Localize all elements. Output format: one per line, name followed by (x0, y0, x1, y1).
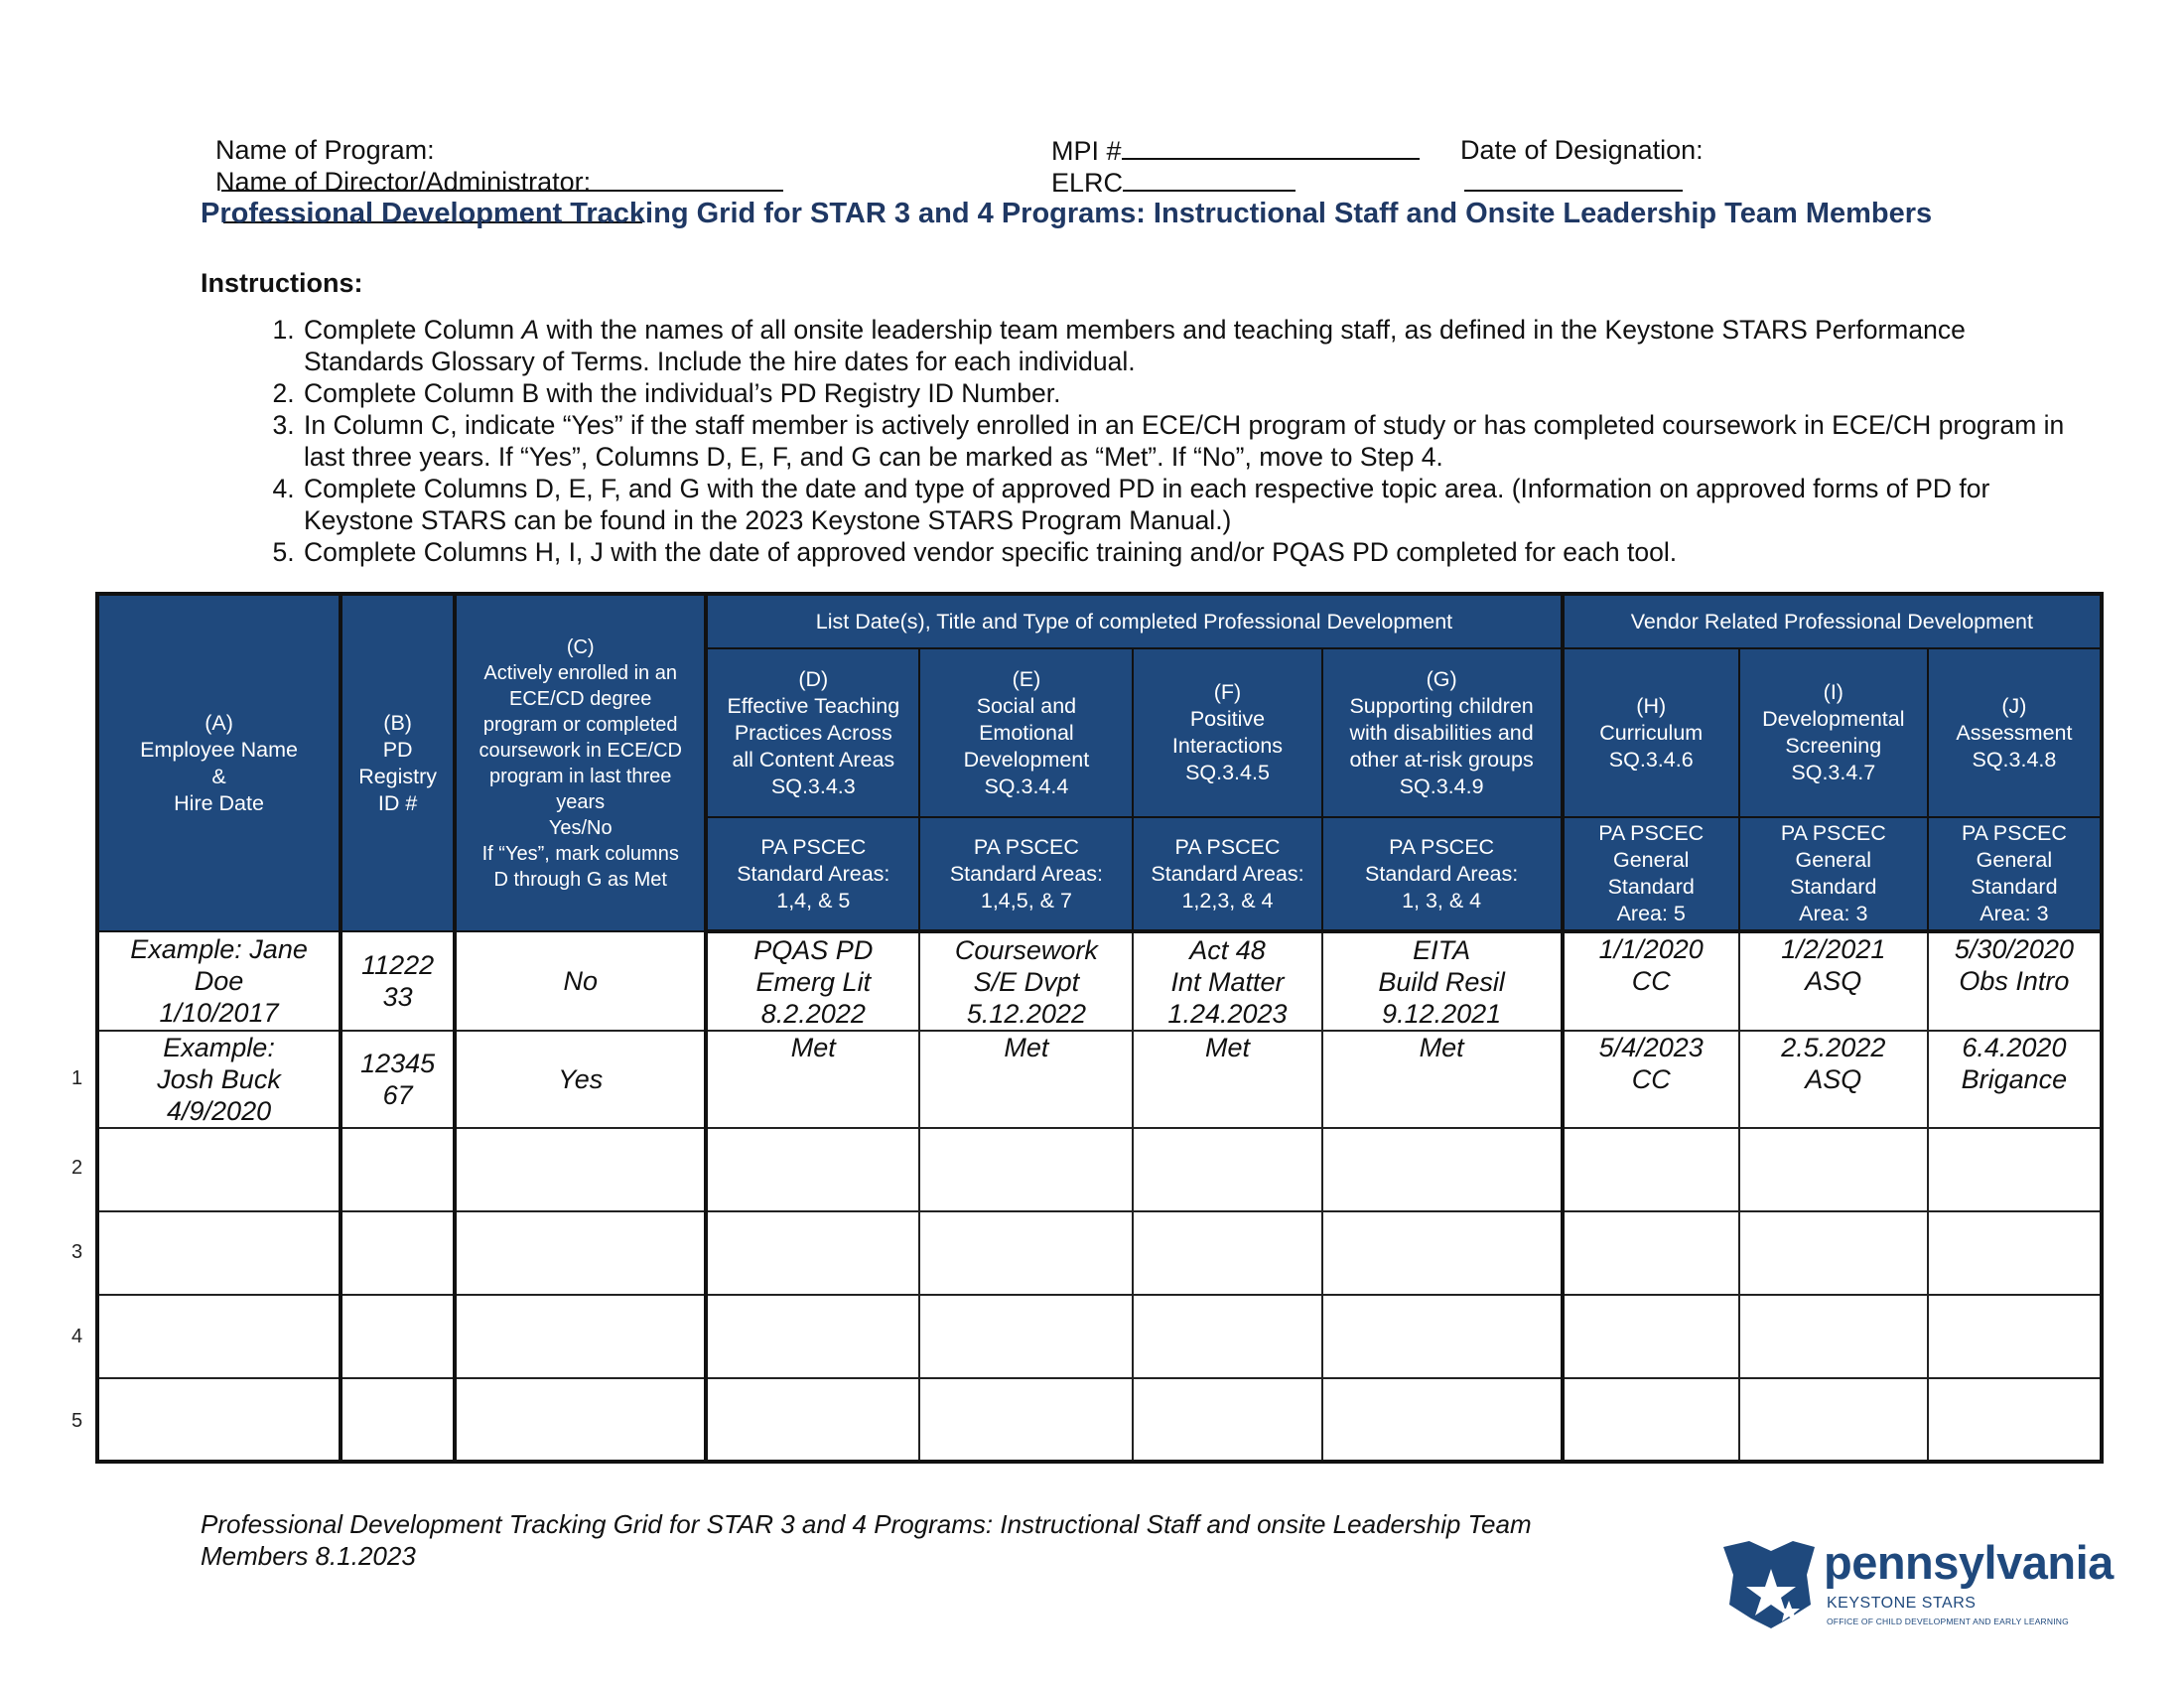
row-number: 1 (71, 1067, 83, 1089)
cell-enrolled[interactable]: Yes (455, 1031, 706, 1128)
cell-col-j[interactable]: 5/30/2020 Obs Intro (1928, 931, 2102, 1031)
cell-col-i[interactable] (1739, 1378, 1928, 1462)
standards-col-d: PA PSCEC Standard Areas: 1,4, & 5 (706, 817, 919, 931)
table-row (97, 1128, 2102, 1211)
header-group-pd: List Date(s), Title and Type of completed Professional Development (706, 594, 1562, 648)
cell-col-h[interactable] (1563, 1211, 1739, 1295)
cell-col-g[interactable] (1322, 1295, 1563, 1378)
cell-col-e[interactable] (919, 1378, 1133, 1462)
cell-enrolled[interactable] (455, 1211, 706, 1295)
cell-registry-id[interactable] (341, 1211, 455, 1295)
standards-col-e: PA PSCEC Standard Areas: 1,4,5, & 7 (919, 817, 1133, 931)
header-col-c: (C) Actively enrolled in an ECE/CD degree program or completed coursework in ECE/CD program in last three years Yes/No If “Yes”, mark columns D through G as Met (455, 594, 706, 931)
cell-registry-id[interactable]: 11222 33 (341, 931, 455, 1031)
cell-col-i[interactable] (1739, 1128, 1928, 1211)
cell-col-h[interactable] (1563, 1128, 1739, 1211)
standards-col-f: PA PSCEC Standard Areas: 1,2,3, & 4 (1133, 817, 1321, 931)
tracking-grid (95, 592, 2104, 1464)
standards-col-i: PA PSCEC General Standard Area: 3 (1739, 817, 1928, 931)
cell-col-j[interactable] (1928, 1295, 2102, 1378)
table-row-example-1 (97, 931, 2102, 1031)
standards-col-h: PA PSCEC General Standard Area: 5 (1563, 817, 1739, 931)
cell-col-j[interactable] (1928, 1378, 2102, 1462)
cell-col-g[interactable] (1322, 1128, 1563, 1211)
cell-col-f[interactable] (1133, 1295, 1321, 1378)
cell-col-g[interactable] (1322, 1378, 1563, 1462)
header-col-j: (J) Assessment SQ.3.4.8 (1928, 648, 2102, 817)
row-number: 4 (71, 1326, 83, 1347)
cell-col-d[interactable] (706, 1295, 919, 1378)
header-col-h: (H) Curriculum SQ.3.4.6 (1563, 648, 1739, 817)
standards-col-g: PA PSCEC Standard Areas: 1, 3, & 4 (1322, 817, 1563, 931)
instruction-step-2: 2. Complete Column B with the individual’s PD Registry ID Number. (302, 377, 2089, 409)
cell-col-i[interactable]: 1/2/2021 ASQ (1739, 931, 1928, 1031)
cell-col-j[interactable] (1928, 1211, 2102, 1295)
elrc-field (1036, 134, 1296, 199)
cell-col-f[interactable] (1133, 1128, 1321, 1211)
row-number: 5 (71, 1410, 83, 1432)
cell-registry-id[interactable] (341, 1128, 455, 1211)
designation-date-field (1445, 102, 1704, 199)
header-col-a: (A) Employee Name & Hire Date (97, 594, 341, 931)
standards-col-j: PA PSCEC General Standard Area: 3 (1928, 817, 2102, 931)
instruction-step-3: 3. In Column C, indicate “Yes” if the staff member is actively enrolled in an ECE/CH program of study or has completed coursework in ECE/CH program in last three years. If “Yes”, Columns D, E, F, and G can be marked as “Met”. If “No”, move to Step 4. (302, 409, 2089, 473)
cell-col-j[interactable]: 6.4.2020 Brigance (1928, 1031, 2102, 1128)
table-row-example-2 (97, 1031, 2102, 1128)
cell-employee[interactable] (97, 1128, 341, 1211)
page-title: Professional Development Tracking Grid for STAR 3 and 4 Programs: Instructional Staff and Onsite Leadership Team Members (201, 198, 1933, 229)
cell-col-h[interactable] (1563, 1378, 1739, 1462)
cell-enrolled[interactable] (455, 1128, 706, 1211)
cell-col-h[interactable]: 5/4/2023 CC (1563, 1031, 1739, 1128)
cell-col-f[interactable] (1133, 1211, 1321, 1295)
cell-col-e[interactable] (919, 1295, 1133, 1378)
cell-col-f[interactable] (1133, 1378, 1321, 1462)
cell-employee[interactable]: Example: Jane Doe 1/10/2017 (97, 931, 341, 1031)
cell-col-d[interactable] (706, 1128, 919, 1211)
header-group-vendor: Vendor Related Professional Development (1563, 594, 2102, 648)
cell-enrolled[interactable] (455, 1378, 706, 1462)
keystone-star-icon (1719, 1535, 1819, 1634)
header-col-f: (F) Positive Interactions SQ.3.4.5 (1133, 648, 1321, 817)
cell-employee[interactable]: Example: Josh Buck 4/9/2020 (97, 1031, 341, 1128)
cell-col-i[interactable] (1739, 1211, 1928, 1295)
cell-col-d[interactable] (706, 1378, 919, 1462)
row-number: 2 (71, 1157, 83, 1179)
cell-col-g[interactable] (1322, 1211, 1563, 1295)
row-number: 3 (71, 1241, 83, 1263)
cell-col-e[interactable]: Coursework S/E Dvpt 5.12.2022 (919, 931, 1133, 1031)
cell-col-h[interactable]: 1/1/2020 CC (1563, 931, 1739, 1031)
logo-wordmark: pennsylvania (1824, 1536, 2114, 1589)
instructions-heading: Instructions: (201, 268, 363, 298)
cell-col-e[interactable] (919, 1211, 1133, 1295)
cell-col-i[interactable] (1739, 1295, 1928, 1378)
cell-col-h[interactable] (1563, 1295, 1739, 1378)
designation-date-label: Date of Designation: (1460, 135, 1704, 165)
designation-date-blank[interactable] (1464, 166, 1683, 192)
cell-employee[interactable] (97, 1211, 341, 1295)
cell-col-g[interactable]: Met (1322, 1031, 1563, 1128)
cell-registry-id[interactable] (341, 1378, 455, 1462)
cell-col-d[interactable]: Met (706, 1031, 919, 1128)
elrc-label: ELRC (1051, 168, 1124, 198)
program-name-label: Name of Program: (215, 135, 435, 165)
cell-col-f[interactable]: Act 48 Int Matter 1.24.2023 (1133, 931, 1321, 1031)
pennsylvania-keystone-stars-logo (1719, 1535, 2114, 1634)
logo-subtitle: KEYSTONE STARS (1827, 1595, 1977, 1612)
cell-registry-id[interactable]: 12345 67 (341, 1031, 455, 1128)
mpi-label: MPI # (1051, 136, 1122, 166)
instructions-list (248, 314, 2089, 568)
cell-employee[interactable] (97, 1378, 341, 1462)
table-row (97, 1211, 2102, 1295)
header-col-i: (I) Developmental Screening SQ.3.4.7 (1739, 648, 1928, 817)
instruction-step-1: 1. Complete Column A with the names of all onsite leadership team members and teaching staff, as defined in the Keystone STARS Performance Standards Glossary of Terms. Include the hire dates for each individual. (302, 314, 2089, 377)
elrc-blank[interactable] (1123, 166, 1296, 192)
cell-col-g[interactable]: EITA Build Resil 9.12.2021 (1322, 931, 1563, 1031)
logo-subtitle-small: OFFICE OF CHILD DEVELOPMENT AND EARLY LEARNING (1827, 1617, 2069, 1626)
cell-col-e[interactable] (919, 1128, 1133, 1211)
table-row (97, 1378, 2102, 1462)
instruction-step-5: 5. Complete Columns H, I, J with the date of approved vendor specific training and/or PQAS PD completed for each tool. (302, 536, 2089, 568)
cell-registry-id[interactable] (341, 1295, 455, 1378)
cell-col-e[interactable]: Met (919, 1031, 1133, 1128)
instruction-step-4: 4. Complete Columns D, E, F, and G with the date and type of approved PD in each respective topic area. (Information on approved forms of PD for Keystone STARS can be found in the 2023 Keystone STARS Program Manual.) (302, 473, 2089, 536)
header-col-g: (G) Supporting children with disabilities and other at-risk groups SQ.3.4.9 (1322, 648, 1563, 817)
cell-col-d[interactable]: PQAS PD Emerg Lit 8.2.2022 (706, 931, 919, 1031)
cell-col-d[interactable] (706, 1211, 919, 1295)
cell-col-j[interactable] (1928, 1128, 2102, 1211)
cell-enrolled[interactable] (455, 1295, 706, 1378)
header-col-e: (E) Social and Emotional Development SQ.3.4.4 (919, 648, 1133, 817)
cell-enrolled[interactable]: No (455, 931, 706, 1031)
table-row (97, 1295, 2102, 1378)
director-label: Name of Director/Administrator: (215, 167, 592, 197)
header-col-b: (B) PD Registry ID # (341, 594, 455, 931)
footer-caption (201, 1508, 1709, 1572)
cell-employee[interactable] (97, 1295, 341, 1378)
footer-line-2: Members 8.1.2023 (201, 1541, 416, 1571)
header-col-d: (D) Effective Teaching Practices Across all Content Areas SQ.3.4.3 (706, 648, 919, 817)
footer-line-1: Professional Development Tracking Grid for STAR 3 and 4 Programs: Instructional Staff and onsite Leadership Team (201, 1509, 1532, 1539)
cell-col-f[interactable]: Met (1133, 1031, 1321, 1128)
cell-col-i[interactable]: 2.5.2022 ASQ (1739, 1031, 1928, 1128)
